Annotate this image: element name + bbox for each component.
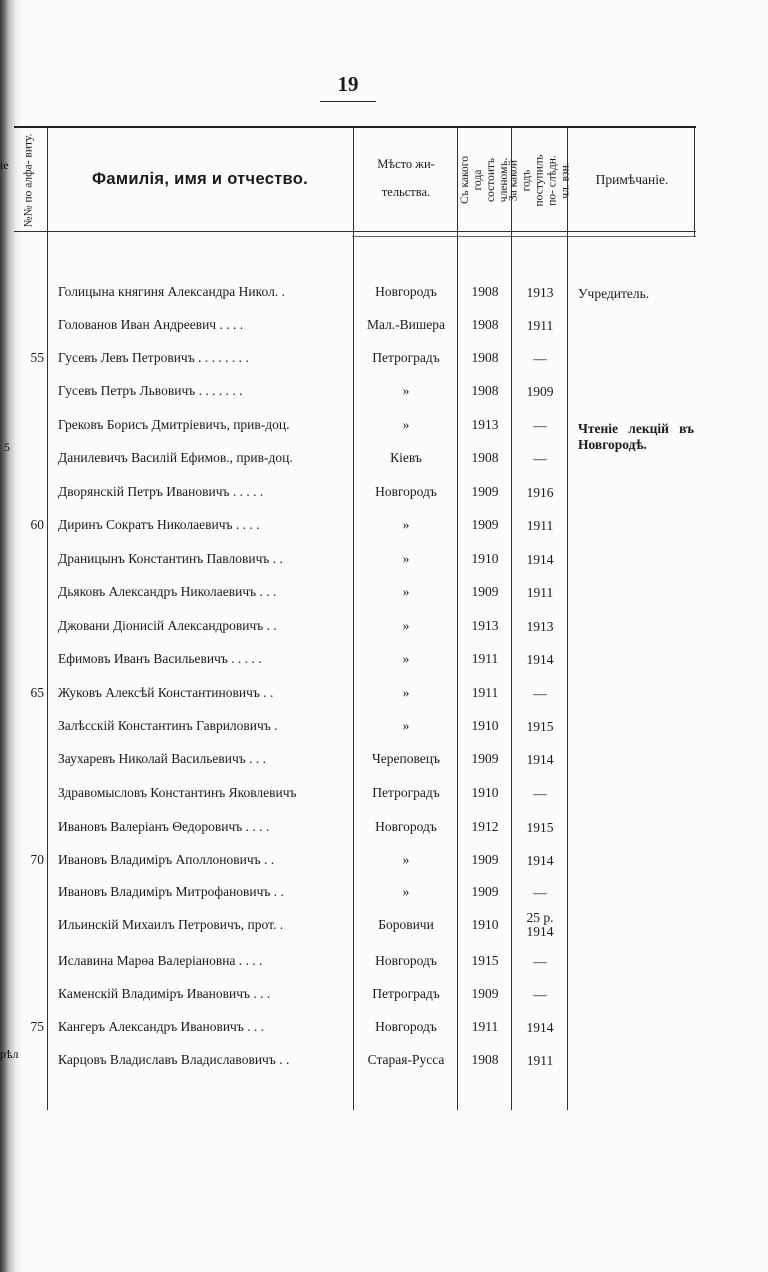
member-since: 1909 — [471, 584, 499, 599]
table-row — [0, 986, 768, 1008]
member-residence: Петроградъ — [372, 350, 440, 365]
member-residence: Кіевъ — [390, 450, 422, 465]
member-since: 1911 — [471, 685, 499, 700]
spine-fragment: рѣл — [0, 1047, 19, 1061]
member-since: 1909 — [471, 852, 499, 867]
member-last-payment: 1911 — [526, 518, 554, 533]
member-residence: Новгородъ — [375, 484, 437, 499]
member-since: 1911 — [471, 651, 499, 666]
member-last-payment: — — [533, 686, 547, 701]
table-row — [0, 317, 768, 339]
member-residence: Новгородъ — [375, 953, 437, 968]
member-since: 1909 — [471, 751, 499, 766]
member-since: 1908 — [471, 450, 499, 465]
member-residence: » — [402, 584, 410, 599]
member-name: Голицына княгиня Александра Никол. . — [58, 284, 285, 299]
row-number: 55 — [30, 350, 44, 365]
member-name: Карцовъ Владиславъ Владиславовичъ . . — [58, 1052, 290, 1067]
member-name: Залѣсскій Константинъ Гавриловичъ . — [58, 718, 278, 733]
member-name: Дьяковъ Александръ Николаевичъ . . . — [58, 584, 277, 599]
member-last-payment: 1909 — [526, 384, 554, 399]
member-residence: » — [402, 417, 410, 432]
member-name: Грековъ Борисъ Дмитріевичъ, прив-доц. — [58, 417, 290, 432]
member-since: 1915 — [471, 953, 499, 968]
header-name-column: Фамилія, имя и отчество. — [91, 170, 309, 188]
member-name: Здравомысловъ Константинъ Яковлевичъ — [58, 785, 297, 800]
member-name: Заухаревъ Николай Васильевичъ . . . — [58, 751, 266, 766]
member-name: Драницынъ Константинъ Павловичъ . . — [58, 551, 283, 566]
member-since: 1908 — [471, 1052, 499, 1067]
member-last-payment: — — [533, 351, 547, 366]
member-last-payment: 1913 — [526, 285, 554, 300]
spine-fragment: 5 — [4, 440, 10, 454]
table-row — [0, 484, 768, 506]
member-name: Голованов Иван Андреевич . . . . — [58, 317, 244, 332]
table-row — [0, 584, 768, 606]
member-last-payment: 1911 — [526, 1053, 554, 1068]
member-residence: Новгородъ — [375, 819, 437, 834]
member-since: 1910 — [471, 718, 499, 733]
table-row — [0, 383, 768, 405]
page-number: 19 — [320, 72, 376, 102]
table-row — [0, 751, 768, 773]
member-last-payment: — — [533, 451, 547, 466]
row-number: 70 — [30, 852, 44, 867]
member-since: 1908 — [471, 317, 499, 332]
header-bottom-rule — [14, 231, 696, 232]
member-name: Гусевъ Левъ Петровичъ . . . . . . . . — [58, 350, 249, 365]
member-since: 1909 — [471, 517, 499, 532]
member-name: Ивановъ Владиміръ Митрофановичъ . . — [58, 884, 284, 899]
table-row — [0, 618, 768, 640]
table-row — [0, 852, 768, 874]
member-name: Жуковъ Алексѣй Константиновичъ . . — [58, 685, 274, 700]
member-residence: Новгородъ — [375, 1019, 437, 1034]
member-since: 1913 — [471, 417, 499, 432]
member-residence: » — [402, 618, 410, 633]
member-name: Джовани Діонисій Александровичъ . . — [58, 618, 277, 633]
member-name: Ивановъ Валеріанъ Θедоровичъ . . . . — [58, 819, 270, 834]
member-name: Диринъ Сократъ Николаевичъ . . . . — [58, 517, 260, 532]
member-since: 1910 — [471, 785, 499, 800]
header-note-column: Примѣчаніе. — [595, 172, 669, 187]
member-last-payment: 1914 — [526, 853, 554, 868]
member-last-payment: 1911 — [526, 585, 554, 600]
member-name: Ильинскій Михаилъ Петровичъ, прот. . — [58, 917, 284, 932]
member-since: 1909 — [471, 986, 499, 1001]
member-residence: Боровичи — [378, 917, 434, 932]
member-residence: Новгородъ — [375, 284, 437, 299]
member-residence: » — [402, 651, 410, 666]
member-since: 1908 — [471, 284, 499, 299]
member-last-payment: 25 р. 1914 — [526, 910, 554, 939]
table-row — [0, 884, 768, 906]
table-row — [0, 953, 768, 975]
member-name: Гусевъ Петръ Львовичъ . . . . . . . — [58, 383, 243, 398]
member-residence: » — [402, 852, 410, 867]
table-row — [0, 685, 768, 707]
member-residence: Старая-Русса — [367, 1052, 445, 1067]
member-name: Дворянскій Петръ Ивановичъ . . . . . — [58, 484, 264, 499]
member-last-payment: 1914 — [526, 1020, 554, 1035]
member-last-payment: 1915 — [526, 719, 554, 734]
table-row — [0, 1052, 768, 1074]
member-last-payment: — — [533, 987, 547, 1002]
table-row — [0, 517, 768, 539]
member-since: 1911 — [471, 1019, 499, 1034]
member-last-payment: — — [533, 885, 547, 900]
table-row — [0, 450, 768, 472]
member-name: Каменскій Владиміръ Ивановичъ . . . — [58, 986, 271, 1001]
member-last-payment: — — [533, 418, 547, 433]
member-residence: » — [402, 517, 410, 532]
header-number-column: №№ по алфа- виту. — [22, 133, 35, 227]
table-row — [0, 417, 768, 452]
member-since: 1909 — [471, 884, 499, 899]
member-since: 1912 — [471, 819, 499, 834]
spine-fragment: ie — [0, 158, 9, 172]
table-top-rule — [14, 126, 696, 128]
member-last-payment: — — [533, 954, 547, 969]
table-row — [0, 284, 768, 306]
table-row — [0, 651, 768, 673]
member-last-payment: 1916 — [526, 485, 554, 500]
table-row — [0, 1019, 768, 1041]
member-last-payment: 1914 — [526, 552, 554, 567]
member-last-payment: 1911 — [526, 318, 554, 333]
table-row — [0, 551, 768, 573]
member-name: Ефимовъ Иванъ Васильевичъ . . . . . — [58, 651, 262, 666]
member-residence: Петроградъ — [372, 785, 440, 800]
member-residence: » — [402, 383, 410, 398]
member-since: 1910 — [471, 551, 499, 566]
table-row — [0, 350, 768, 372]
member-residence: » — [402, 718, 410, 733]
table-row — [0, 819, 768, 841]
member-residence: » — [402, 685, 410, 700]
member-name: Кангеръ Александръ Ивановичъ . . . — [58, 1019, 265, 1034]
row-number: 75 — [30, 1019, 44, 1034]
member-since: 1913 — [471, 618, 499, 633]
member-since: 1909 — [471, 484, 499, 499]
member-name: Данилевичъ Василій Ефимов., прив-доц. — [58, 450, 293, 465]
table-row — [0, 910, 768, 939]
member-last-payment: 1914 — [526, 752, 554, 767]
member-note: Чтеніе лекцій въ Новгородѣ. — [578, 421, 694, 452]
member-residence: » — [402, 884, 410, 899]
table-row — [0, 718, 768, 740]
member-last-payment: 1914 — [526, 652, 554, 667]
header-last-payment-column: За какой годъ поступилъ по- слѣдн. чл. взн. — [507, 154, 572, 206]
member-name: Иславина Марѳа Валеріановна . . . . — [58, 953, 263, 968]
header-bottom-rule-secondary — [352, 236, 696, 237]
member-last-payment: — — [533, 786, 547, 801]
member-residence: Череповецъ — [372, 751, 440, 766]
table-row — [0, 785, 768, 807]
header-residence-column: Мѣсто жи- тельства. — [377, 157, 435, 199]
member-name: Ивановъ Владиміръ Аполлоновичъ . . — [58, 852, 275, 867]
header-since-column: Съ какого года состоитъ членомъ. — [459, 156, 510, 204]
row-number: 60 — [30, 517, 44, 532]
member-residence: Петроградъ — [372, 986, 440, 1001]
member-last-payment: 1913 — [526, 619, 554, 634]
member-residence: » — [402, 551, 410, 566]
member-last-payment: 1915 — [526, 820, 554, 835]
member-since: 1908 — [471, 350, 499, 365]
row-number: 65 — [30, 685, 44, 700]
member-since: 1910 — [471, 917, 499, 932]
member-since: 1908 — [471, 383, 499, 398]
member-note: Учредитель. — [578, 286, 650, 301]
member-residence: Мал.-Вишера — [366, 317, 446, 332]
